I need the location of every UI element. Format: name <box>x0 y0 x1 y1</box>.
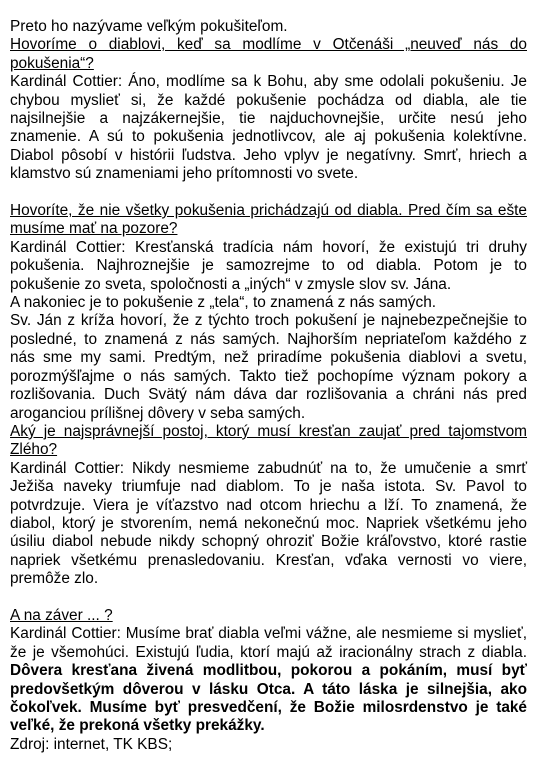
question-2: Hovoríte, že nie všetky pokušenia prichádzajú od diabla. Pred čím sa ešte musíme mať na pozore? <box>10 202 527 238</box>
intro-paragraph: Preto ho nazývame veľkým pokušiteľom. <box>10 18 288 35</box>
answer-2-paragraph-3: Sv. Ján z kríža hovorí, že z týchto troch pokušení je najnebezpečnejšie to posledné, to znamená z nás samých. Najhorším nepriateľom každého z nás sme my sami. Predtým, než priradíme pokušenia diablovi a svetu, porozmýšľajme o nás samých. Takto tiež pochopíme význam pokory a rozlišovania. Duch Svätý nám dáva dar rozlišovania a chráni nás pred aroganciou prílišnej dôvery v seba samých. <box>10 312 527 422</box>
answer-3: Kardinál Cottier: Nikdy nesmieme zabudnúť na to, že umučenie a smrť Ježiša naveky triumfuje nad diablom. To je naša istota. Sv. Pavol to potvrdzuje. Viera je víťazstvo nad otcom hriechu a lží. To znamená, že diabol, ktorý je stvorením, nemá nekonečnú moc. Napriek všetkému jeho úsiliu diabol nebude nikdy schopný ohroziť Božie kráľovstvo, ktoré rastie napriek všetkému prenasledovaniu. Kresťan, vďaka vernosti vo viere, premôže zlo. <box>10 459 527 588</box>
source-line: Zdroj: internet, TK KBS; <box>10 735 173 753</box>
question-4: A na záver ... ? <box>10 606 113 624</box>
answer-2-paragraph-2: A nakoniec je to pokušenie z „tela“, to znamená z nás samých. <box>10 294 437 312</box>
answer-4 <box>10 625 527 735</box>
answer-4-bold-text: Dôvera kresťana živená modlitbou, pokorou a pokáním, musí byť predovšetkým dôverou v lásku Otca. A táto láska je silnejšia, ako čokoľvek. Musíme byť presvedčení, že Božie milosrdenstvo je také veľké, že prekoná všetky prekážky. <box>10 662 527 735</box>
blank-line <box>10 184 527 202</box>
answer-2-paragraph-1: Kardinál Cottier: Kresťanská tradícia nám hovorí, že existujú tri druhy pokušenia. Najhroznejšie je samozrejme to od diabla. Potom je to pokušenie zo sveta, spoločnosti a „iných“ v zmysle slov sv. Jána. <box>10 238 527 293</box>
document-text <box>10 18 527 754</box>
answer-4-plain-text: Kardinál Cottier: Musíme brať diabla veľmi vážne, ale nesmieme si myslieť, že je všemohúci. Existujú ľudia, ktorí majú až iracionálny strach z diabla. <box>10 625 527 661</box>
answer-1: Kardinál Cottier: Áno, modlíme sa k Bohu, aby sme odolali pokušeniu. Je chybou myslieť si, že každé pokušenie pochádza od diabla, ale tie najsilnejšie a najzákernejšie, tie najduchovnejšie, určite nesú jeho znamenie. A sú to pokušenia jednotlivcov, ale aj pokušenia kolektívne. Diabol pôsobí v histórii ľudstva. Jeho vplyv je negatívny. Smrť, hriech a klamstvo sú znameniami jeho prítomnosti vo svete. <box>10 73 527 183</box>
blank-line <box>10 589 527 607</box>
question-3: Aký je najsprávnejší postoj, ktorý musí kresťan zaujať pred tajomstvom Zlého? <box>10 422 527 459</box>
question-1: Hovoríme o diablovi, keď sa modlíme v Otčenáši „neuveď nás do pokušenia“? <box>10 36 527 72</box>
